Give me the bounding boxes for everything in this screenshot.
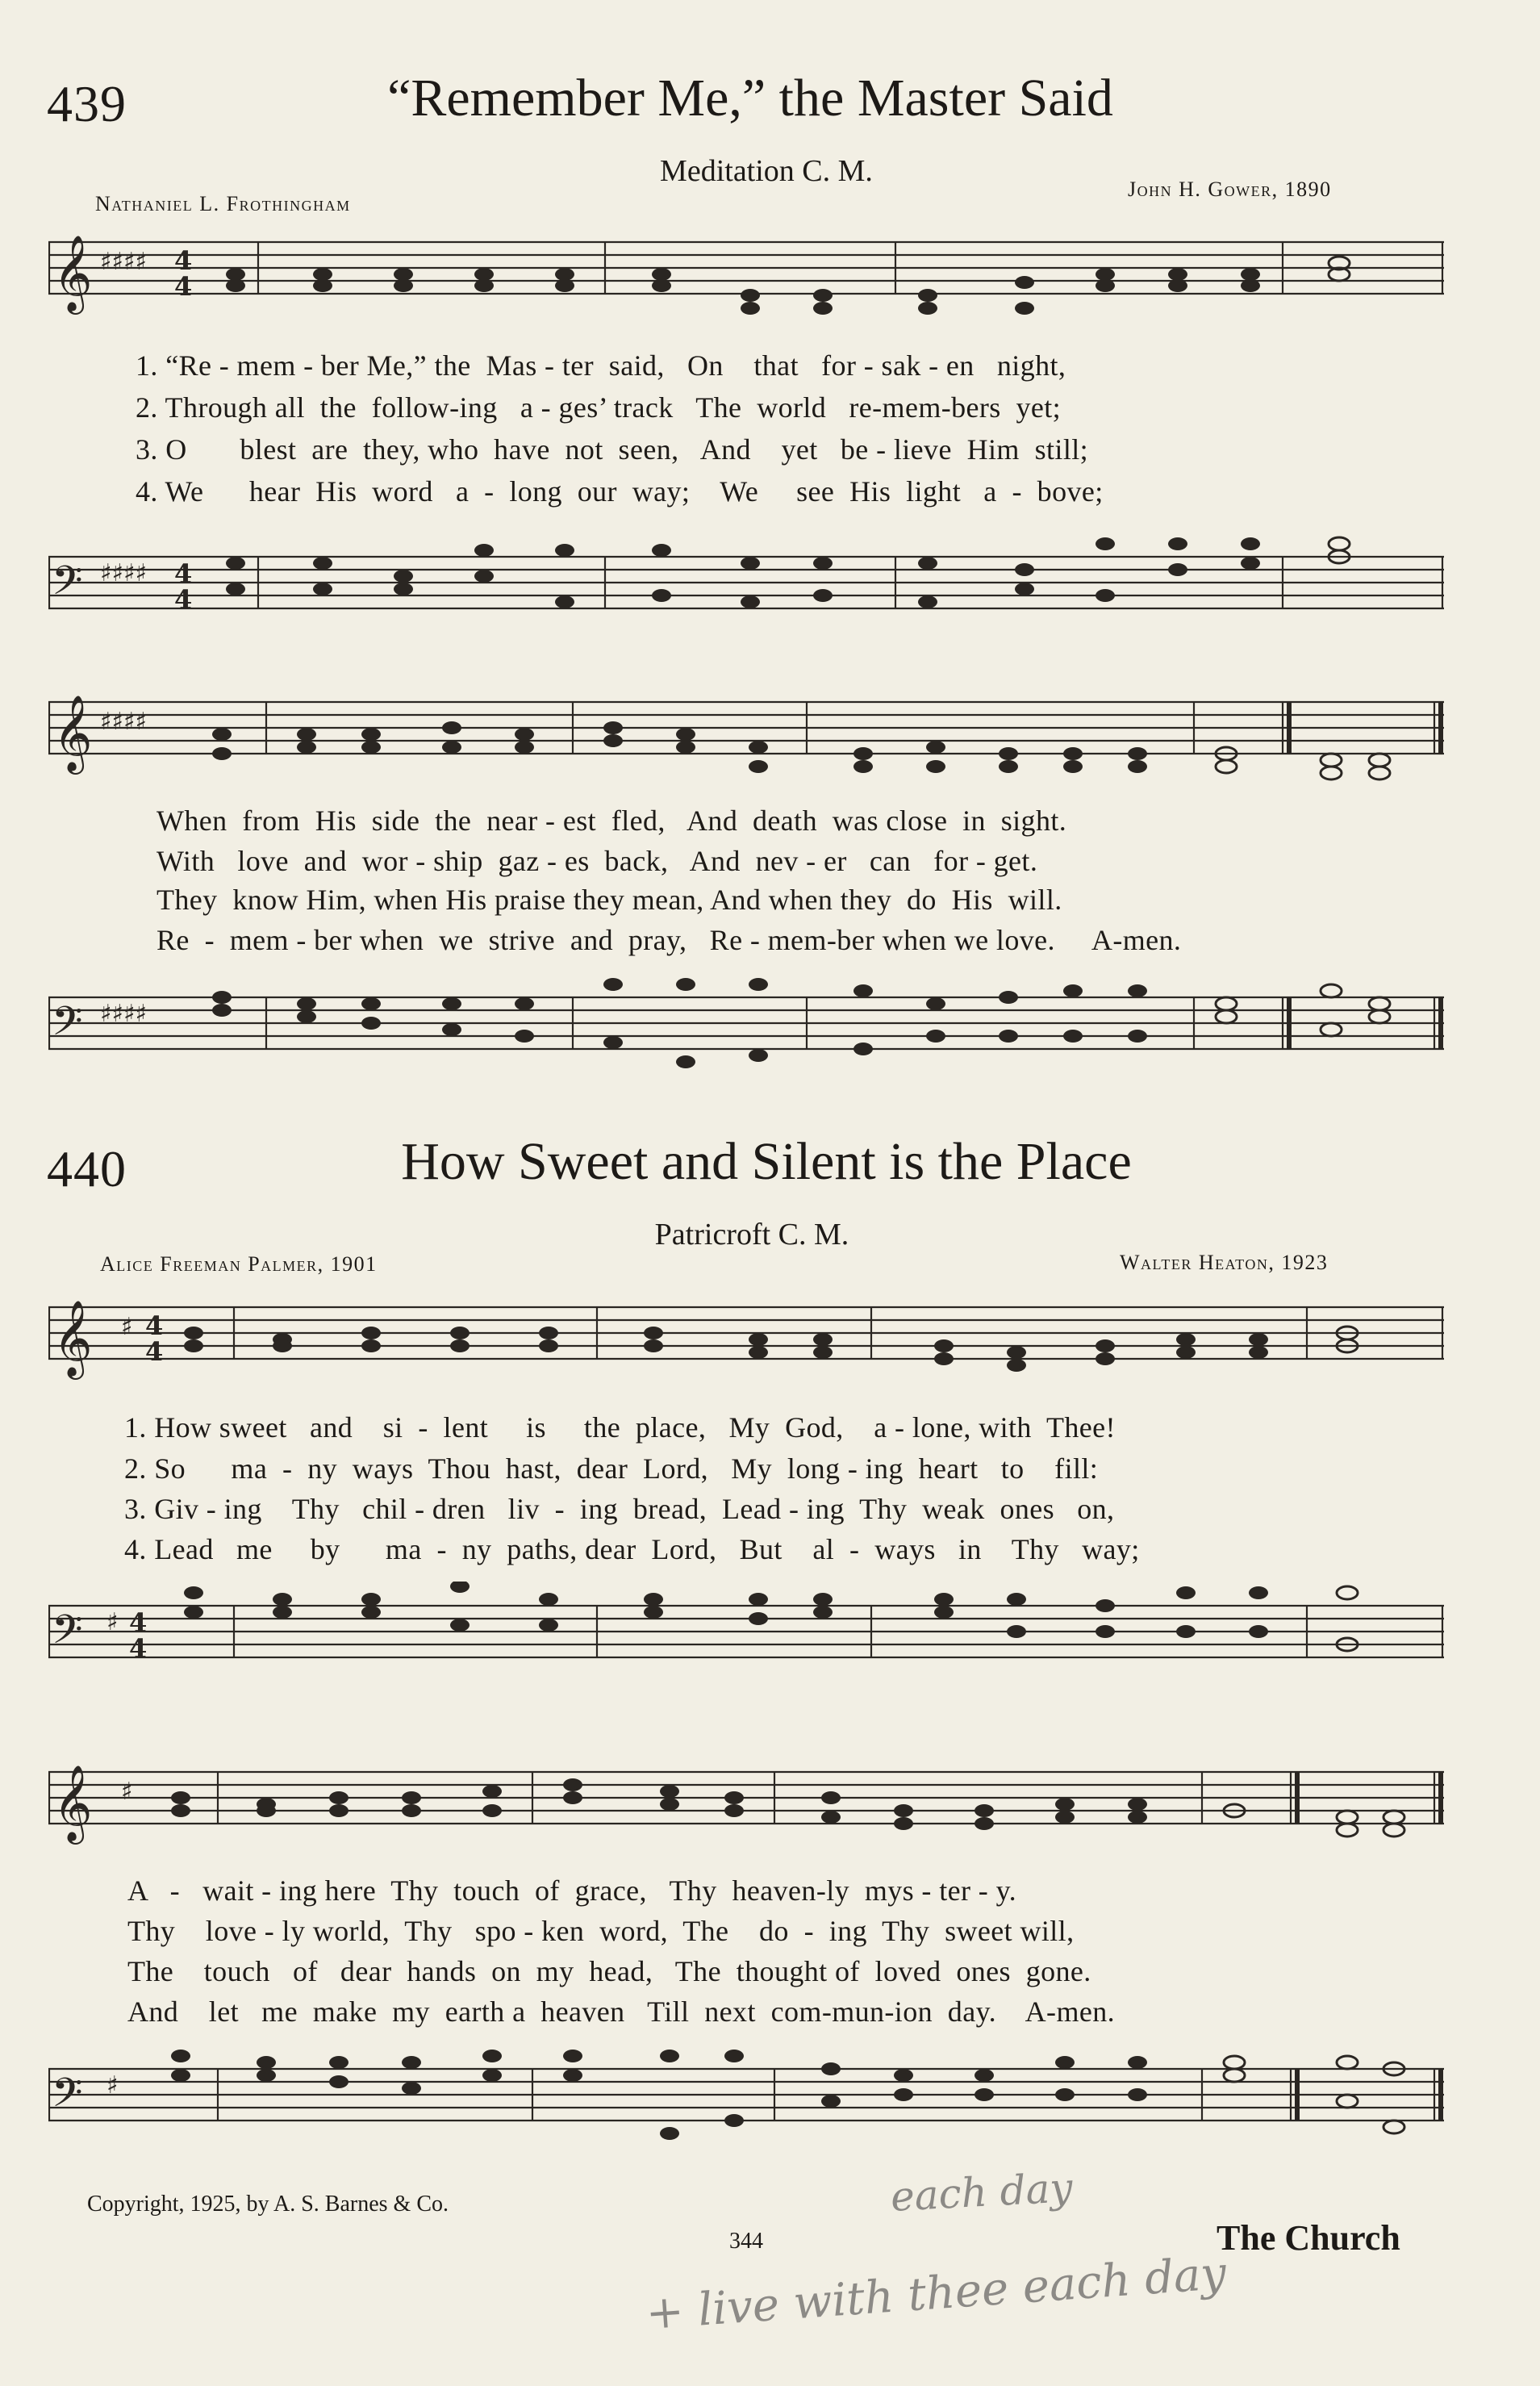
handwritten-note: + live with thee each day: [644, 2246, 1229, 2341]
treble-staff: [48, 234, 1444, 331]
composer-credit: Walter Heaton, 1923: [1120, 1251, 1329, 1274]
handwritten-note: each day: [889, 2164, 1074, 2221]
hymn-title: How Sweet and Silent is the Place: [401, 1132, 1132, 1191]
hymn-title: “Remember Me,” the Master Said: [387, 69, 1113, 127]
svg-text:♯♯♯♯: ♯♯♯♯: [100, 708, 148, 736]
lyric-line: They know Him, when His praise they mean, And when they do His will.: [157, 884, 1062, 916]
composer-credit: John H. Gower, 1890: [1128, 178, 1332, 201]
lyric-line: Re - mem - ber when we strive and pray, Re - mem-ber when we love. A-men.: [157, 924, 1182, 956]
bass-staff: [48, 533, 1444, 629]
section-name: The Church: [1217, 2218, 1400, 2258]
lyric-line: With love and wor - ship gaz - es back, And nev - er can for - get.: [157, 845, 1038, 877]
tune-name: Meditation C. M.: [660, 154, 873, 188]
lyric-line: 3. O blest are they, who have not seen, And yet be - lieve Him still;: [136, 433, 1089, 466]
svg-text:𝄞: 𝄞: [53, 1300, 93, 1377]
bass-staff: [48, 2045, 1444, 2150]
svg-text:𝄢: 𝄢: [52, 2070, 83, 2126]
svg-text:𝄢: 𝄢: [52, 558, 83, 614]
hymn-number: 440: [47, 1140, 127, 1197]
lyric-line: When from His side the near - est fled, And death was close in sight.: [157, 804, 1067, 837]
lyric-line: The touch of dear hands on my head, The thought of loved ones gone.: [127, 1955, 1091, 1987]
author-credit: Alice Freeman Palmer, 1901: [100, 1252, 378, 1276]
svg-text:4: 4: [129, 1607, 148, 1638]
treble-staff: [48, 686, 1444, 791]
page-number: 344: [729, 2229, 763, 2254]
treble-staff: [48, 1291, 1444, 1396]
svg-text:4: 4: [174, 271, 193, 302]
svg-text:♯: ♯: [106, 2071, 119, 2100]
lyric-line: 1. How sweet and si - lent is the place, My God, a - lone, with Thee!: [124, 1411, 1116, 1444]
bass-staff: [48, 1582, 1444, 1686]
tune-name: Patricroft C. M.: [654, 1218, 849, 1252]
svg-text:4: 4: [145, 1336, 164, 1367]
hymn-number: 439: [47, 75, 127, 132]
lyric-line: And let me make my earth a heaven Till next com-mun-ion day. A-men.: [127, 1995, 1116, 2028]
lyric-line: 3. Giv - ing Thy chil - dren liv - ing bread, Lead - ing Thy weak ones on,: [124, 1493, 1115, 1525]
svg-text:♯♯♯♯: ♯♯♯♯: [100, 248, 148, 276]
svg-text:♯: ♯: [121, 1313, 133, 1341]
author-credit: Nathaniel L. Frothingham: [95, 192, 351, 215]
svg-text:4: 4: [145, 1310, 164, 1341]
lyric-line: Thy love - ly world, Thy spo - ken word, The do - ing Thy sweet will,: [127, 1915, 1075, 1947]
lyric-line: 4. Lead me by ma - ny paths, dear Lord, But al - ways in Thy way;: [124, 1533, 1140, 1565]
svg-text:4: 4: [174, 245, 193, 276]
lyric-line: 1. “Re - mem - ber Me,” the Mas - ter said, On that for - sak - en night,: [136, 349, 1066, 382]
lyric-line: A - wait - ing here Thy touch of grace, Thy heaven-ly mys - ter - y.: [127, 1874, 1017, 1907]
svg-text:𝄞: 𝄞: [53, 695, 93, 771]
svg-text:4: 4: [174, 558, 193, 589]
svg-text:𝄞: 𝄞: [53, 1765, 93, 1841]
svg-text:𝄢: 𝄢: [52, 998, 83, 1055]
svg-text:♯: ♯: [106, 1608, 119, 1636]
lyric-line: 4. We hear His word a - long our way; We see His light a - bove;: [136, 475, 1104, 508]
bass-staff: [48, 973, 1444, 1078]
svg-text:♯♯♯♯: ♯♯♯♯: [100, 559, 148, 587]
lyric-line: 2. So ma - ny ways Thou hast, dear Lord, My long - ing heart to fill:: [124, 1452, 1099, 1485]
svg-text:♯♯♯♯: ♯♯♯♯: [100, 1000, 148, 1028]
svg-text:4: 4: [174, 584, 193, 615]
lyric-line: 2. Through all the follow-ing a - ges’ track The world re-mem-bers yet;: [136, 391, 1062, 424]
svg-text:4: 4: [129, 1633, 148, 1664]
svg-text:♯: ♯: [121, 1778, 133, 1806]
svg-text:𝄢: 𝄢: [52, 1607, 83, 1663]
svg-text:𝄞: 𝄞: [53, 235, 93, 311]
copyright-notice: Copyright, 1925, by A. S. Barnes & Co.: [87, 2192, 449, 2217]
treble-staff: [48, 1756, 1444, 1861]
